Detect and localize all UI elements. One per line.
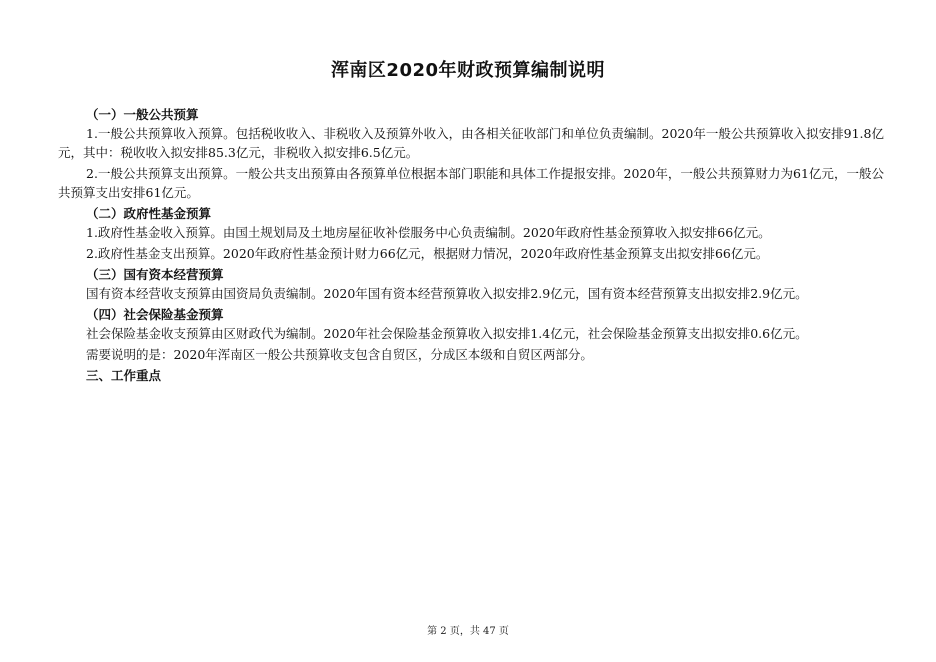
page-footer: 第 2 页，共 47 页 — [427, 626, 509, 637]
paragraph: 社会保险基金收支预算由区财政代为编制。2020年社会保险基金预算收入拟安排1.4亿元，社会保险基金预算支出拟安排0.6亿元。 — [86, 326, 808, 341]
paragraph: 2.一般公共预算支出预算。一般公共支出预算由各预算单位根据本部门职能和具体工作提报安排。2020年，一般公共预算财力为61亿元，一般公共预算支出安排61亿元。 — [58, 166, 884, 200]
paragraph: 国有资本经营收支预算由国资局负责编制。2020年国有资本经营预算收入拟安排2.9亿元，国有资本经营预算支出拟安排2.9亿元。 — [86, 286, 808, 301]
section-heading: （二）政府性基金预算 — [86, 206, 212, 221]
section-social-insurance-budget — [58, 305, 884, 364]
document-title: 浑南区2020年财政预算编制说明 — [330, 60, 606, 81]
paragraph: 需要说明的是：2020年浑南区一般公共预算收支包含自贸区，分成区本级和自贸区两部分。 — [86, 347, 593, 362]
section-general-budget — [58, 105, 884, 202]
paragraph: 2.政府性基金支出预算。2020年政府性基金预计财力66亿元，根据财力情况，2020年政府性基金预算支出拟安排66亿元。 — [86, 246, 769, 261]
document-body — [58, 103, 884, 385]
section-heading: （四）社会保险基金预算 — [86, 307, 224, 322]
section-government-fund-budget — [58, 204, 884, 263]
paragraph: 1.政府性基金收入预算。由国土规划局及土地房屋征收补偿服务中心负责编制。2020年政府性基金预算收入拟安排66亿元。 — [86, 225, 771, 240]
next-section-heading: 三、工作重点 — [86, 368, 162, 383]
section-heading: （一）一般公共预算 — [86, 107, 199, 122]
paragraph: 1.一般公共预算收入预算。包括税收收入、非税收入及预算外收入，由各相关征收部门和单位负责编制。2020年一般公共预算收入拟安排91.8亿元，其中：税收收入拟安排85.3亿元，非税收入拟安排6.5亿元。 — [58, 126, 884, 160]
section-heading: （三）国有资本经营预算 — [86, 267, 224, 282]
section-state-capital-budget — [58, 265, 884, 303]
